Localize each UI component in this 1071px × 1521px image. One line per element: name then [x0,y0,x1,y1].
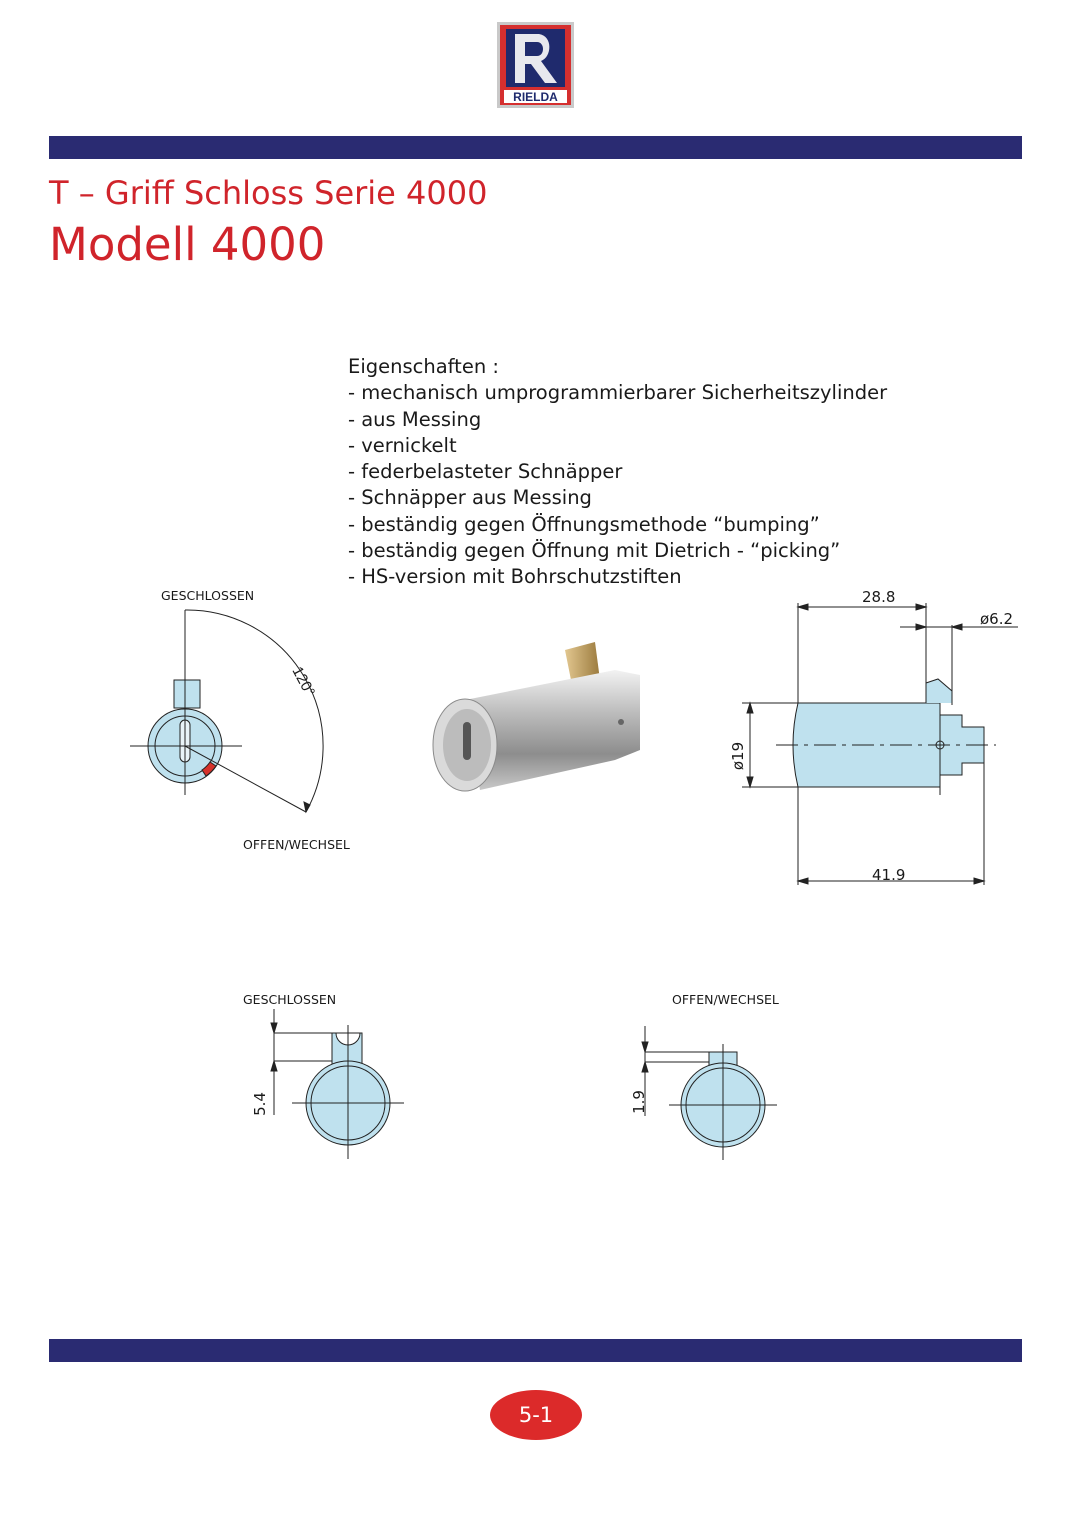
features-heading: Eigenschaften : [348,355,499,378]
rielda-logo [497,22,574,108]
header-bar [49,136,1022,159]
model-title: Modell 4000 [49,218,326,271]
page-number-badge: 5-1 [490,1390,582,1440]
side-view-drawing [740,595,1020,895]
dim-diameter: ø19 [729,741,748,771]
dim-top: 28.8 [862,588,896,606]
feature-item: - beständig gegen Öffnungsmethode “bumping” [348,512,820,536]
features-list [348,354,887,591]
bottom-label-closed: GESCHLOSSEN [243,992,337,1007]
feature-item: - aus Messing [348,407,482,431]
bottom-label-open: OFFEN/WECHSEL [672,992,779,1007]
feature-item: - federbelasteter Schnäpper [348,460,623,484]
front-label-open: OFFEN/WECHSEL [243,837,350,852]
feature-item: - beständig gegen Öffnung mit Dietrich - “picking” [348,539,841,563]
front-angle: 120° [288,663,319,700]
bottom-open-dim: 1.9 [629,1090,648,1114]
logo-text: RIELDA [513,90,558,104]
series-subtitle: T – Griff Schloss Serie 4000 [49,174,488,212]
feature-item: - vernickelt [348,433,457,457]
feature-item: - mechanisch umprogrammierbarer Sicherheitszylinder [348,381,888,405]
feature-item: - Schnäpper aus Messing [348,486,592,510]
bottom-closed-dim: 5.4 [250,1092,269,1116]
feature-item: - HS-version mit Bohrschutzstiften [348,565,682,589]
front-view-drawing [120,600,360,830]
dim-pin: ø6.2 [980,610,1014,628]
dim-length: 41.9 [872,866,906,884]
bottom-open-drawing [635,1020,785,1165]
bottom-closed-drawing [260,1005,420,1165]
footer-bar [49,1339,1022,1362]
product-image [425,630,655,800]
front-label-closed: GESCHLOSSEN [161,588,255,603]
